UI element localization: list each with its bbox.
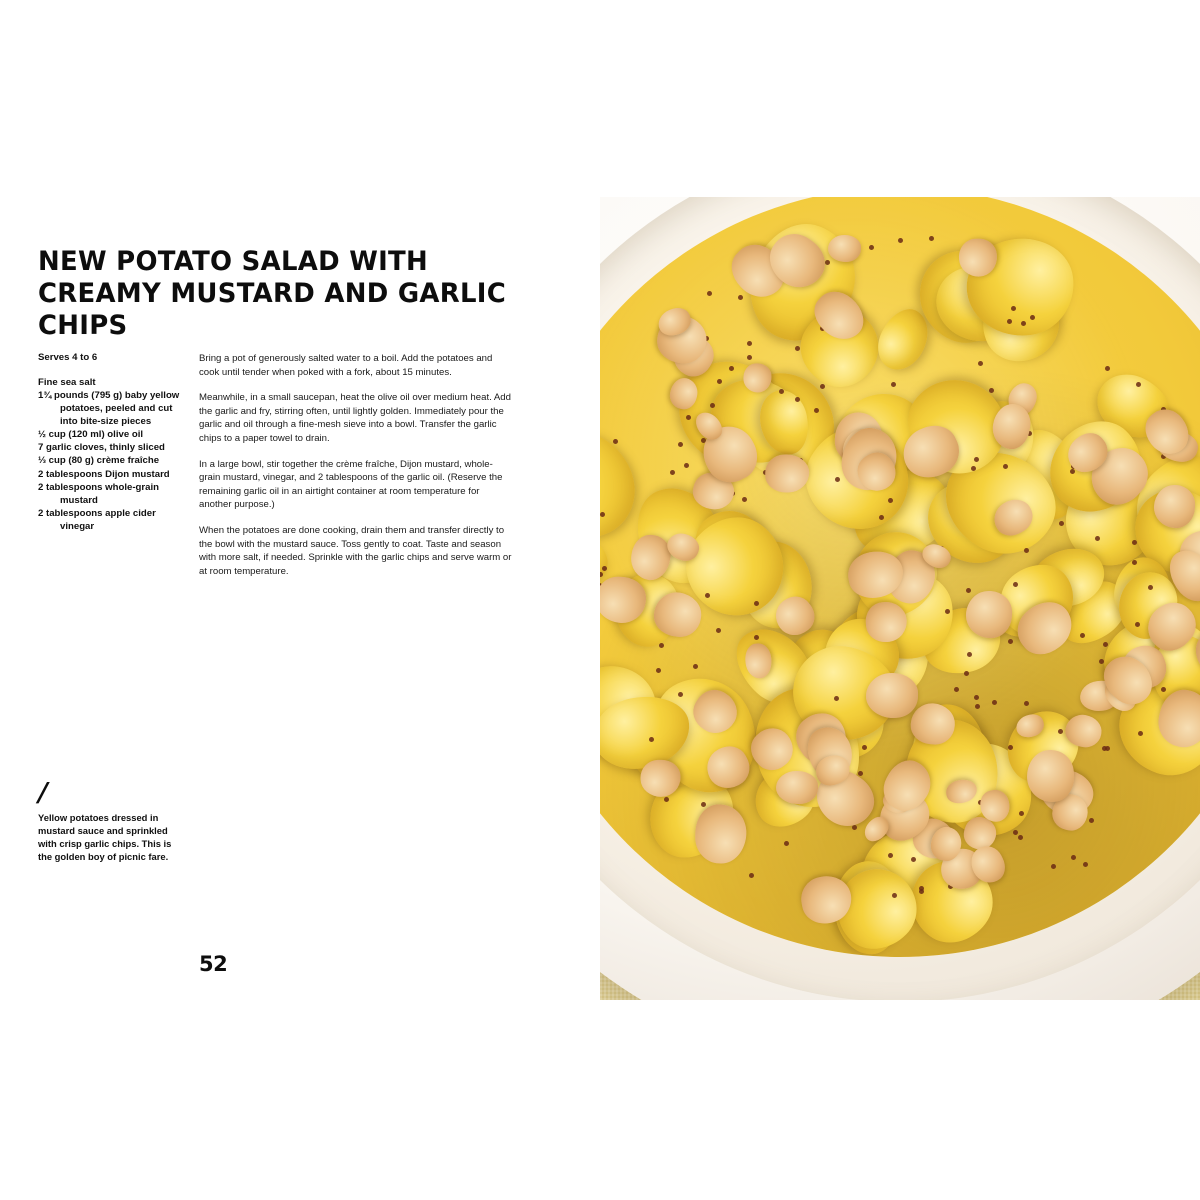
- mustard-seed: [1008, 745, 1013, 750]
- ingredients-list: [38, 377, 184, 534]
- mustard-seed: [974, 695, 979, 700]
- garlic-chip: [694, 803, 747, 864]
- mustard-seed: [858, 771, 863, 776]
- mustard-seed: [1059, 521, 1064, 526]
- instruction-step: In a large bowl, stir together the crème fraîche, Dijon mustard, whole-grain mustard, vinegar, and 2 tablespoons of the garlic oil. (Reserve the remaining garlic oil in an airtight container at room temperature for another purpose.): [199, 458, 503, 511]
- mustard-seed: [1021, 321, 1026, 326]
- mustard-seed: [678, 692, 683, 697]
- photo-caption: Yellow potatoes dressed in mustard sauce and sprinkled with crisp garlic chips. This is the golden boy of picnic fare.: [38, 812, 172, 862]
- mustard-seed: [710, 403, 715, 408]
- instruction-step: When the potatoes are done cooking, drain them and transfer directly to the bowl with the mustard sauce. Toss gently to coat. Taste and season with more salt, if needed. Sprinkle with the garlic chips and serve warm or at room temperature.: [199, 525, 512, 577]
- mustard-seed: [879, 515, 884, 520]
- ingredients-column: [38, 352, 184, 534]
- mustard-seed: [754, 601, 759, 606]
- right-page: [600, 0, 1200, 1200]
- list-item: 2 tablespoons whole-grain mustard: [38, 481, 160, 506]
- list-item: ½ cup (120 ml) olive oil: [38, 428, 144, 440]
- mustard-seed: [1018, 835, 1023, 840]
- mustard-seed: [820, 384, 825, 389]
- mustard-seed: [1136, 382, 1141, 387]
- list-item: 2 tablespoons apple cider vinegar: [38, 507, 156, 532]
- mustard-seed: [747, 341, 752, 346]
- mustard-seed: [707, 291, 712, 296]
- mustard-seed: [600, 572, 603, 577]
- mustard-seed: [852, 825, 857, 830]
- mustard-seed: [964, 671, 969, 676]
- mustard-seed: [911, 857, 916, 862]
- mustard-seed: [975, 704, 980, 709]
- instructions-column: [199, 352, 513, 591]
- mustard-seed: [891, 382, 896, 387]
- mustard-seed: [784, 841, 789, 846]
- mustard-seed: [656, 668, 661, 673]
- mustard-seed: [1008, 639, 1013, 644]
- mustard-seed: [1148, 585, 1153, 590]
- mustard-seed: [717, 379, 722, 384]
- mustard-seed: [1103, 642, 1108, 647]
- mustard-seed: [898, 238, 903, 243]
- mustard-seed: [1071, 855, 1076, 860]
- mustard-seed: [1138, 731, 1143, 736]
- mustard-seed: [779, 389, 784, 394]
- mustard-seed: [716, 628, 721, 633]
- mustard-seed: [1051, 864, 1056, 869]
- garlic-chip: [765, 453, 810, 492]
- mustard-seed: [1011, 306, 1016, 311]
- mustard-seed: [966, 588, 971, 593]
- mustard-seed: [705, 593, 710, 598]
- mustard-seed: [649, 737, 654, 742]
- mustard-seed: [693, 664, 698, 669]
- slash-mark-icon: /: [34, 778, 51, 808]
- mustard-seed: [974, 457, 979, 462]
- list-item: 1¾ pounds (795 g) baby yellow potatoes, peeled and cut into bite-size pieces: [38, 390, 180, 427]
- recipe-photo: [600, 197, 1200, 1000]
- mustard-seed: [1161, 687, 1166, 692]
- mustard-seed: [729, 366, 734, 371]
- mustard-seed: [954, 687, 959, 692]
- list-item: 2 tablespoons Dijon mustard: [38, 468, 170, 480]
- mustard-seed: [1105, 366, 1110, 371]
- mustard-seed: [1083, 862, 1088, 867]
- mustard-seed: [670, 470, 675, 475]
- mustard-seed: [869, 245, 874, 250]
- potato-salad: [600, 197, 1200, 957]
- mustard-seed: [747, 355, 752, 360]
- mustard-seed: [919, 889, 924, 894]
- mustard-seed: [1024, 701, 1029, 706]
- mustard-seed: [749, 873, 754, 878]
- instruction-step: Bring a pot of generously salted water to a boil. Add the potatoes and cook until tender when poked with a fork, about 15 minutes.: [199, 353, 493, 378]
- mustard-seed: [978, 361, 983, 366]
- mustard-seed: [992, 700, 997, 705]
- mustard-seed: [678, 442, 683, 447]
- mustard-seed: [929, 236, 934, 241]
- garlic-chip: [865, 673, 918, 718]
- mustard-seed: [1013, 830, 1018, 835]
- garlic-chip: [828, 235, 862, 262]
- list-item: 7 garlic cloves, thinly sliced: [38, 442, 165, 453]
- garlic-chip: [776, 770, 819, 804]
- servings-label: Serves 4 to 6: [38, 352, 98, 363]
- mustard-seed: [738, 295, 743, 300]
- mustard-seed: [1003, 464, 1008, 469]
- mustard-seed: [971, 466, 976, 471]
- mustard-seed: [835, 477, 840, 482]
- mustard-seed: [1089, 818, 1094, 823]
- list-item: ⅓ cup (80 g) crème fraîche: [38, 455, 160, 467]
- mustard-seed: [989, 388, 994, 393]
- mustard-seed: [659, 643, 664, 648]
- mustard-seed: [684, 463, 689, 468]
- page-number: 52: [199, 952, 228, 976]
- mustard-seed: [1058, 729, 1063, 734]
- mustard-seed: [1105, 746, 1110, 751]
- mustard-seed: [1024, 548, 1029, 553]
- list-item: Fine sea salt: [38, 376, 96, 388]
- instruction-step: Meanwhile, in a small saucepan, heat the olive oil over medium heat. Add the garlic and fry, stirring often, until lightly golden. Immediately pour the garlic and oil through a fine-mesh sieve into a bowl. Transfer the garlic chips to a paper towel to drain.: [199, 392, 511, 445]
- mustard-seed: [613, 439, 618, 444]
- page-title: NEW POTATO SALAD WITH CREAMY MUSTARD AND GARLIC CHIPS: [38, 246, 507, 341]
- mustard-seed: [742, 497, 747, 502]
- mustard-seed: [602, 566, 607, 571]
